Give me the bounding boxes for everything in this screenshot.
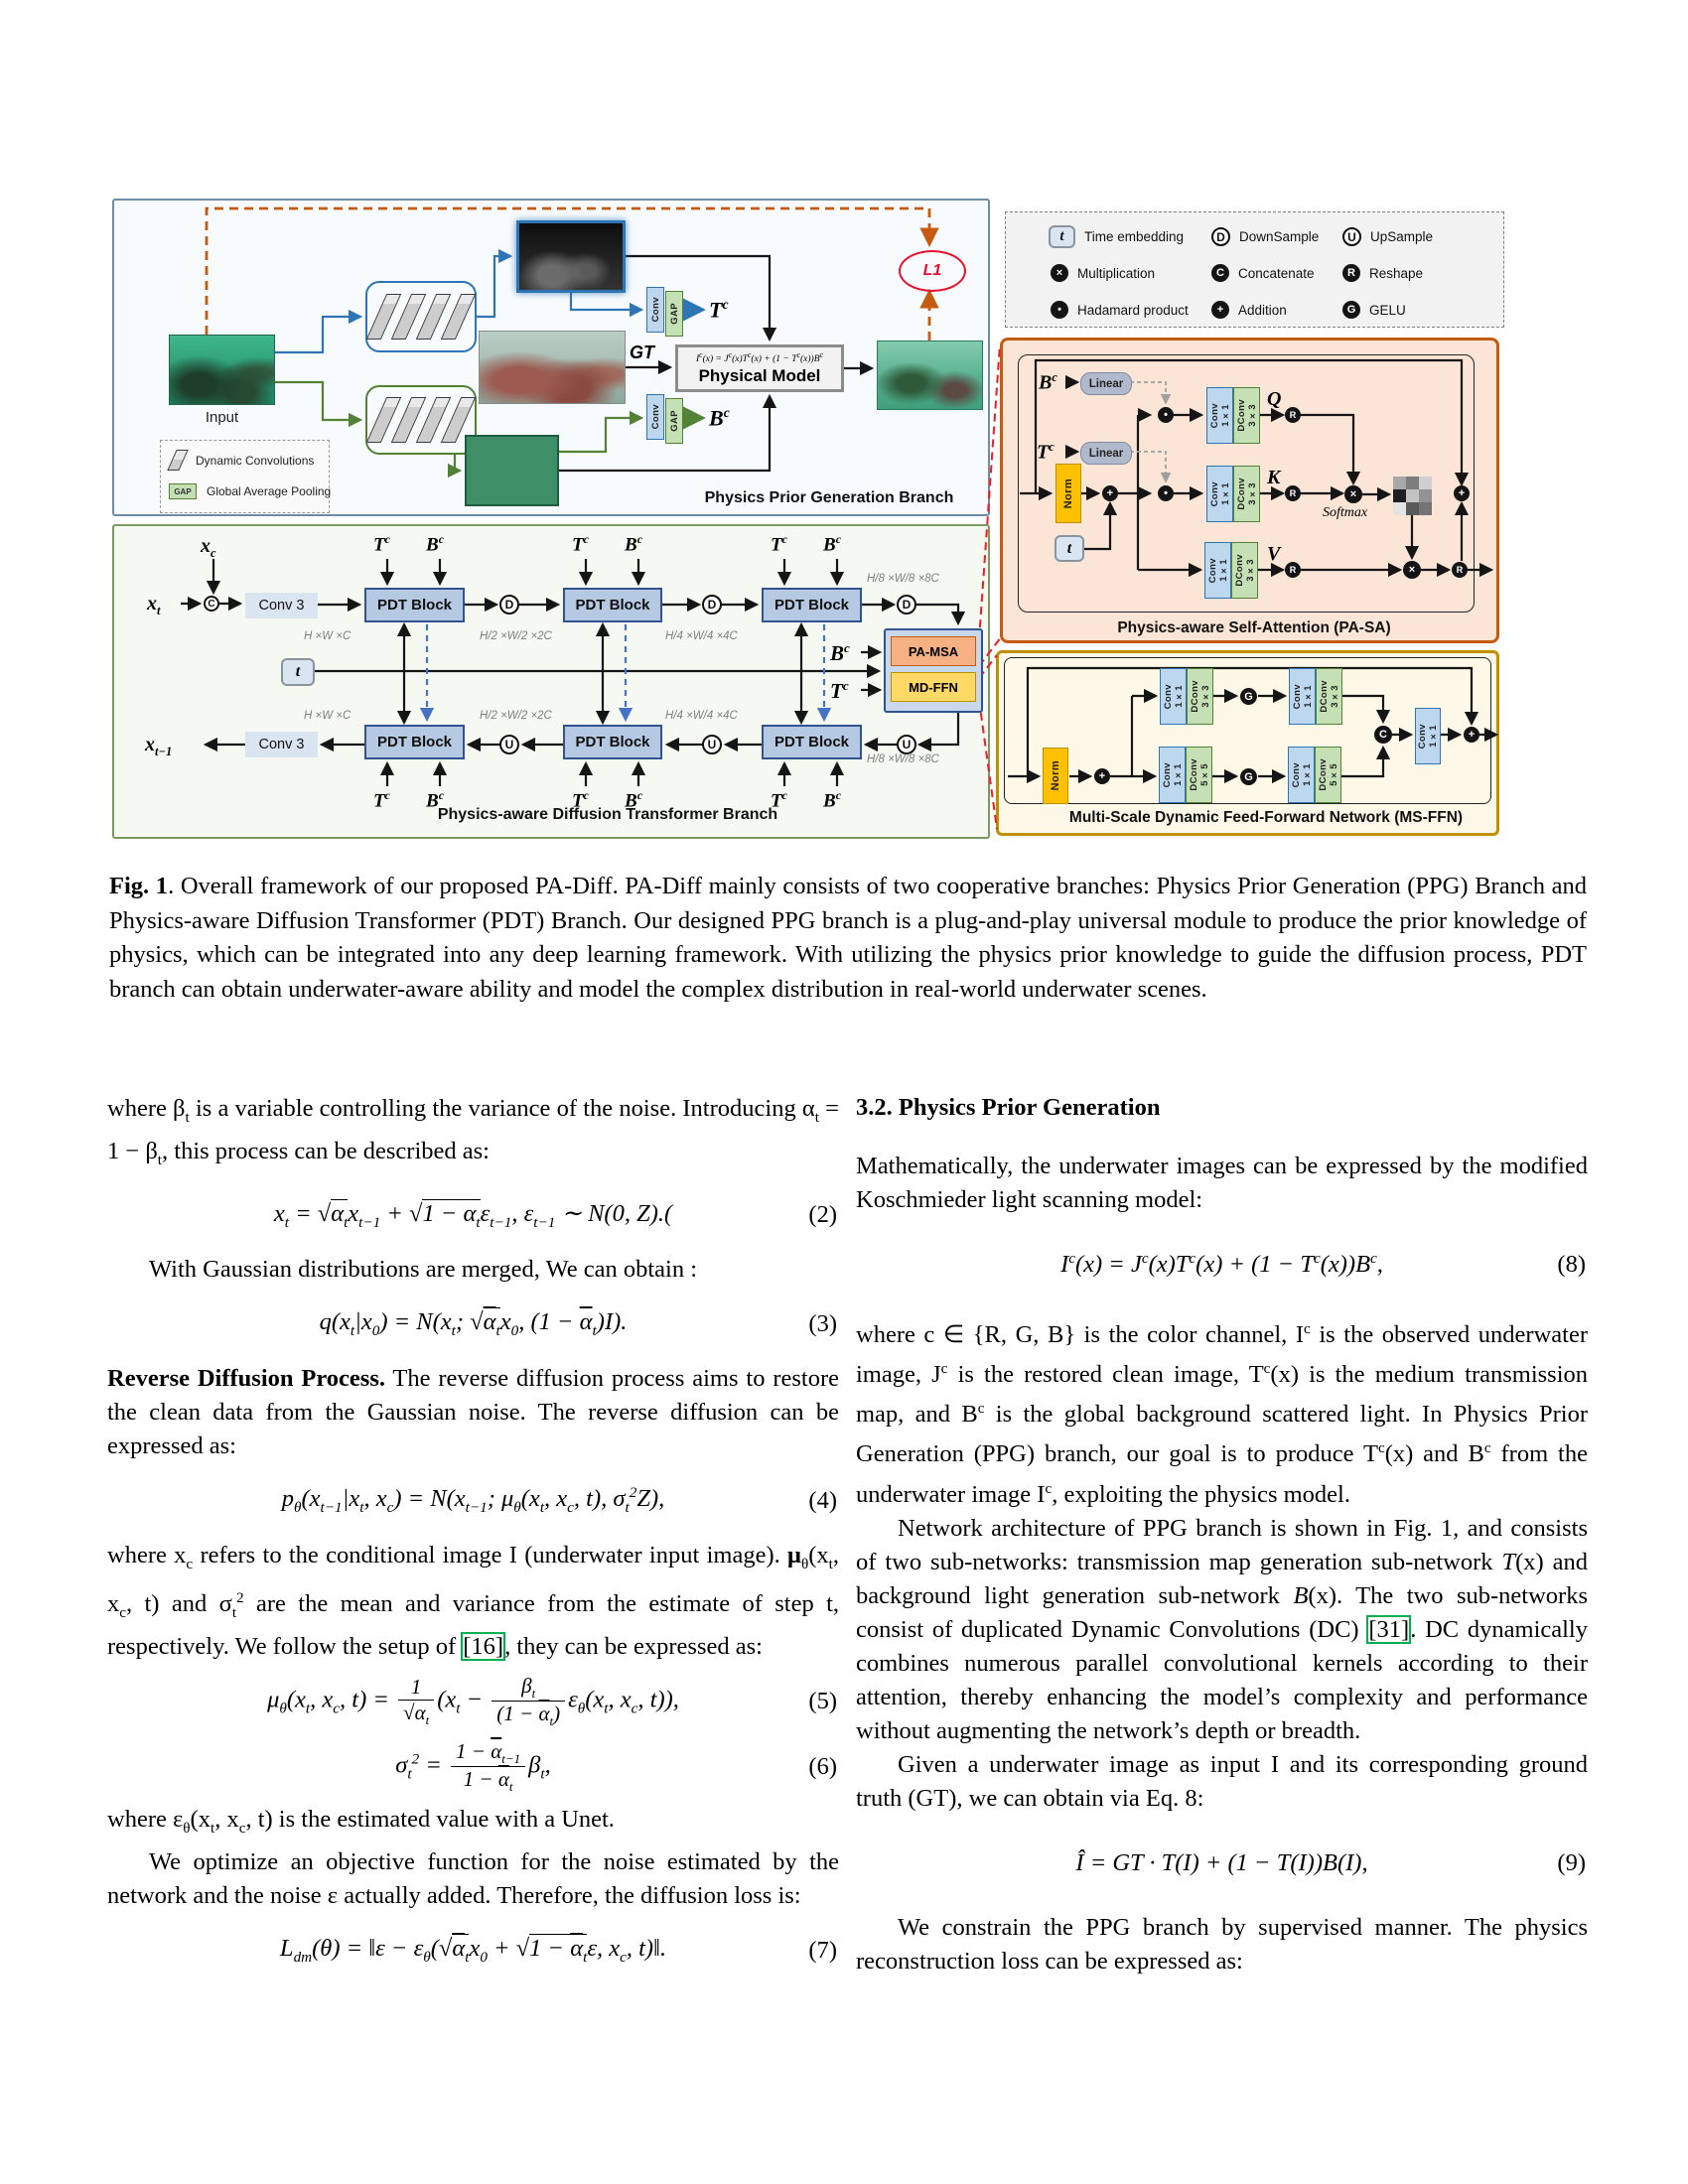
pdt-block-dec-1: [364, 725, 465, 759]
legend-label: Reshape: [1369, 265, 1424, 281]
ppg-legend-gap-item: [169, 483, 331, 499]
time-embed-chip: [1055, 535, 1084, 562]
upsample-glyph: U: [1347, 229, 1356, 244]
pdt-block-label: PDT Block: [575, 597, 650, 614]
dconv-label: DConv: [1317, 758, 1329, 791]
legend-item-concatenate: [1211, 264, 1315, 282]
dc-legend-label: Dynamic Convolutions: [196, 453, 315, 468]
physical-model-box: [675, 344, 844, 392]
conv1x1-box: [1288, 747, 1315, 803]
paragraph: Network architecture of PPG branch is shown in Fig. 1, and consists of two sub-networks: transmission map generation sub-network T(x) and background light generation sub-network B(x). The two sub-networks consist of duplicated Dynamic Convolutions (DC) [31]. DC dynamically combines numerous parallel convolutional kernels according to their attention, thereby enhancing the model’s complexity and performance without augmenting the network’s depth or breadth.: [856, 1514, 1588, 1744]
dconv3x3-box: [1187, 668, 1213, 725]
citation-link[interactable]: [16]: [463, 1632, 504, 1660]
dim-label: H/2 ×W/2 ×2C: [480, 710, 552, 722]
reshape-icon: [1452, 562, 1468, 578]
equation-8: [856, 1241, 1588, 1289]
bc-label: $B^c$: [823, 789, 841, 812]
reshape-glyph: R: [1289, 410, 1297, 420]
physical-model-equation: $I^c(x) = J^c(x)T^c(x) + (1 - T^c(x))B^c$: [695, 350, 824, 365]
equation-number: (8): [1557, 1251, 1586, 1278]
conv3-encoder: [245, 593, 318, 618]
concat-glyph: C: [208, 598, 215, 610]
downsample-glyph: D: [902, 598, 912, 612]
conv-label: Conv: [1208, 480, 1220, 507]
gap-icon: GAP: [169, 483, 197, 499]
equation-body: Î = GT · T(I) + (1 − T(I))B(I),: [1075, 1848, 1368, 1876]
equation-2: [107, 1191, 839, 1239]
bc-label: $B^c$: [625, 789, 642, 812]
gelu-icon: [1342, 301, 1360, 319]
bc-label: $B^c$: [625, 533, 642, 556]
legend-item-addition: [1211, 301, 1287, 319]
conv3-label: Conv 3: [258, 598, 305, 614]
conv1x1-box-v: [1204, 542, 1231, 599]
gt-label: GT: [630, 342, 654, 362]
equation-number: (2): [808, 1200, 837, 1228]
paragraph: where c ∈ {R, G, B} is the color channel, $I^c$ is the observed underwater image, $J^c$ is the restored clean image, $T^c(x)$ is the medium transmission map, and $B^c$ is the global background scattered light. In Physics Prior Generation (PPG) branch, our goal is to produce $T^c(x)$ and $B^c$ from the underwater image $I^c$, exploiting the physics model.: [856, 1320, 1589, 1508]
conv1x1-box: [1289, 668, 1316, 725]
multiply-icon: [1403, 561, 1421, 579]
equation-body: $x_t = √\alpha_tx_{t-1} + √1 - \alpha_t\varepsilon_{t-1}$, $\varepsilon_{t-1}$ ∼ N(0, Z).(: [273, 1199, 673, 1231]
time-embed-glyph: t: [295, 663, 301, 680]
conv-label: Conv: [1417, 723, 1428, 750]
upsample-icon: [702, 735, 722, 754]
legend-item-multiplication: [1051, 264, 1155, 282]
multiply-glyph: ×: [1349, 488, 1357, 500]
dim-label: H/8 ×W/8 ×8C: [867, 573, 939, 585]
concat-icon: [204, 596, 219, 612]
gap-label: GAP: [668, 303, 680, 325]
dim-label: H ×W ×C: [304, 630, 352, 642]
pdt-block-enc-2: [563, 588, 662, 622]
multiply-icon: [1051, 264, 1068, 282]
input-image: [169, 335, 275, 405]
equation-body: $L_{dm}(\theta)$ = ‖ε − $\varepsilon_\theta(√\alpha_tx_0 + √1 - \overline{\alpha}_t\varepsilon$, $x_c$, t)‖.: [279, 1934, 667, 1966]
gelu-glyph: G: [1244, 770, 1253, 783]
multiply-icon: [1344, 485, 1362, 503]
add-glyph: +: [1098, 770, 1106, 782]
attention-cell: [1419, 489, 1432, 502]
dconv3x3-box-k: [1233, 466, 1260, 522]
equation-body: $p_\theta(x_{t-1}|x_t$, $x_c) = N(x_{t-1}$; $\mu_\theta(x_t$, $x_c$, t), $\sigma_t^2Z$),: [281, 1484, 665, 1517]
conv-label: Conv: [649, 404, 661, 430]
time-embed-glyph: t: [1066, 539, 1072, 557]
ground-truth-image: [479, 331, 626, 404]
attention-cell: [1406, 489, 1419, 502]
norm-label: Norm: [1062, 478, 1074, 509]
reshape-icon: [1342, 264, 1360, 282]
pdt-block-label: PDT Block: [376, 597, 452, 614]
output-image: [877, 341, 983, 410]
tc-output-label: $T^c$: [709, 297, 729, 323]
bc-output-label: $B^c$: [709, 405, 730, 431]
concat-icon: [1374, 726, 1392, 744]
input-label: Input: [205, 409, 239, 426]
figure-caption: Fig. 1. Overall framework of our proposed PA-Diff. PA-Diff mainly consists of two cooperative branches: Physics Prior Generation (PPG) Branch and Physics-aware Diffusion Transformer (PDT) Branch. Our designed PPG branch is a plug-and-play universal module to produce the prior knowledge of physics, which can be integrated into any deep learning framework. With utilizing the physics prior knowledge to guide the diffusion process, PDT branch can obtain underwater-aware ability and model the complex distribution in real-world underwater scenes.: [109, 873, 1587, 1003]
legend-label: Addition: [1238, 302, 1287, 318]
conv-size: 1×1: [1302, 685, 1314, 708]
legend-label: DownSample: [1239, 229, 1320, 244]
conv1x1-box: [1160, 668, 1187, 725]
citation-link[interactable]: [31]: [1368, 1615, 1410, 1643]
gelu-icon: [1240, 768, 1257, 785]
gelu-icon: [1240, 688, 1257, 705]
add-glyph: +: [1458, 487, 1466, 499]
time-embed-chip: [281, 658, 315, 686]
equation-number: (3): [808, 1309, 837, 1337]
gelu-glyph: G: [1346, 304, 1356, 316]
hadamard-icon: [1051, 301, 1068, 319]
add-glyph: +: [1468, 729, 1476, 741]
attention-cell: [1393, 489, 1406, 502]
attention-cell: [1419, 477, 1432, 489]
legend-item-hadamard: [1051, 301, 1189, 319]
tc-label: $T^c$: [572, 789, 589, 812]
equation-body: $I^c(x) = J^c(x)T^c(x) + (1 - T^c(x))B^c$,: [1060, 1250, 1383, 1279]
figure-1: [109, 144, 1589, 844]
add-icon: [1102, 485, 1118, 501]
conv-size: 1×1: [1217, 559, 1229, 582]
linear-label: Linear: [1088, 377, 1124, 390]
add-icon: [1211, 301, 1229, 319]
upsample-icon: [499, 735, 519, 754]
gap-chip-tc: [665, 291, 683, 337]
equation-number: (5): [808, 1687, 837, 1714]
conv-size: 1×1: [1219, 482, 1231, 505]
equation-number: (9): [1557, 1848, 1586, 1876]
dconv5x5-box: [1315, 747, 1341, 803]
pdt-block-enc-3: [762, 588, 862, 622]
tc-label: $T^c$: [771, 789, 787, 812]
downsample-icon: [702, 595, 722, 614]
add-glyph: +: [1106, 487, 1114, 499]
dconv-size: 3×3: [1246, 404, 1258, 427]
pdt-block-dec-3: [762, 725, 862, 759]
bc-label: $B^c$: [1039, 370, 1057, 394]
paragraph: where $\beta_t$ is a variable controlling the variance of the noise. Introducing $\alpha_t = 1 - \beta_t$, this process can be described as:: [107, 1095, 839, 1168]
paragraph: We optimize an objective function for the noise estimated by the network and the noise ε actually added. Therefore, the diffusion loss is:: [107, 1847, 839, 1909]
paragraph: where $\varepsilon_\theta(x_t$, $x_c$, t) is the estimated value with a Unet.: [107, 1805, 615, 1837]
hadamard-glyph: •: [1057, 304, 1061, 316]
conv3-label: Conv 3: [258, 737, 305, 752]
conv-size: 1×1: [1428, 725, 1439, 748]
conv1x1-box: [1159, 747, 1186, 803]
transmission-map-image: [516, 220, 626, 293]
dconv-label: DConv: [1235, 478, 1247, 510]
multiply-glyph: ×: [1408, 564, 1416, 576]
conv1x1-box-k: [1206, 466, 1233, 522]
pdt-block-label: PDT Block: [575, 734, 650, 751]
tc-label: $T^c$: [1037, 440, 1055, 464]
md-ffn-box: [891, 672, 976, 702]
paragraph: Reverse Diffusion Process. The reverse diffusion process aims to restore the clean data from the Gaussian noise. The reverse diffusion can be expressed as:: [107, 1364, 839, 1459]
l1-loss: [899, 250, 966, 292]
background-light-map: [465, 435, 559, 506]
paragraph: We constrain the PPG branch by supervised manner. The physics reconstruction loss can be expressed as:: [856, 1913, 1588, 1975]
time-embed-chip: [1049, 225, 1075, 248]
legend-item-reshape: [1342, 264, 1423, 282]
hadamard-glyph: •: [1164, 409, 1168, 421]
attention-cell: [1406, 477, 1419, 489]
right-column: [856, 1092, 1588, 1979]
conv-size: 1×1: [1219, 404, 1231, 427]
legend-label: Concatenate: [1238, 265, 1315, 281]
add-icon: [1464, 727, 1479, 743]
conv-size: 1×1: [1172, 763, 1184, 786]
attention-cell: [1406, 502, 1419, 515]
dconv-label: DConv: [1318, 680, 1330, 713]
conv-label: Conv: [1206, 557, 1218, 584]
dconv-size: 5×5: [1328, 763, 1339, 786]
equation-number: (7): [808, 1936, 837, 1964]
upsample-glyph: U: [902, 738, 912, 751]
dconv-label: DConv: [1233, 554, 1245, 587]
pa-msa-box: [891, 636, 976, 666]
paragraph: Given a underwater image as input I and its corresponding ground truth (GT), we can obtain via Eq. 8:: [856, 1750, 1588, 1812]
q-label: Q: [1267, 388, 1282, 410]
ppg-title: Physics Prior Generation Branch: [704, 489, 954, 506]
tc-label: $T^c$: [373, 789, 390, 812]
bc-label: $B^c$: [823, 533, 841, 556]
gap-legend-label: Global Average Pooling: [207, 484, 332, 498]
legend-label: Hadamard product: [1077, 302, 1189, 318]
xtm1-label: $x_{t-1}$: [145, 734, 173, 758]
dconv5x5-box: [1186, 747, 1212, 803]
dim-label: H/2 ×W/2 ×2C: [480, 630, 552, 642]
reshape-glyph: R: [1289, 565, 1297, 575]
gap-chip-bc: [665, 398, 683, 444]
dconv3x3-box: [1316, 668, 1342, 725]
conv3-decoder: [245, 732, 318, 757]
pdt-block-dec-2: [563, 725, 662, 759]
equation-body: $\mu_\theta(x_t$, $x_c$, t) = $\frac{1}{√\alpha_t}$ ($x_t$ − $\frac{\beta_t}{(1 - \overline{\alpha}_t)}$ $\varepsilon_\theta(x_t$, $x_c$, t)),: [267, 1673, 679, 1729]
dconv-size: 3×3: [1244, 559, 1256, 582]
softmax-label: Softmax: [1323, 505, 1368, 520]
conv-label: Conv: [1162, 683, 1174, 710]
pdt-block-label: PDT Block: [774, 597, 849, 614]
hadamard-glyph: •: [1164, 487, 1168, 499]
xt-label: $x_t$: [147, 593, 161, 617]
equation-5: [107, 1674, 839, 1729]
downsample-icon: [897, 595, 916, 614]
tc-label: $T^c$: [373, 533, 390, 556]
legend-label: UpSample: [1370, 229, 1434, 244]
attention-cell: [1393, 502, 1406, 515]
norm-label: Norm: [1050, 760, 1061, 791]
reshape-glyph: R: [1347, 267, 1355, 279]
section-heading: 3.2. Physics Prior Generation: [856, 1094, 1161, 1121]
equation-3: [107, 1300, 839, 1348]
legend-label: GELU: [1369, 302, 1406, 318]
left-column: [107, 1092, 839, 1988]
conv1x1-box-q: [1206, 387, 1233, 444]
dconv-label: DConv: [1189, 680, 1200, 713]
pa-msa-label: PA-MSA: [908, 643, 959, 659]
attention-cell: [1419, 502, 1432, 515]
dconv-size: 5×5: [1198, 763, 1210, 786]
legend-label: Multiplication: [1077, 265, 1156, 281]
downsample-glyph: D: [707, 598, 717, 612]
upsample-glyph: U: [504, 738, 514, 751]
equation-body: $q(x_t|x_0) = N(x_t$; $√\alpha_tx_0$, $(1 - \overline{\alpha}_t)I$).: [319, 1307, 628, 1339]
add-icon: [1094, 768, 1110, 784]
legend-item-time-embedding: [1049, 225, 1184, 248]
dconv-size: 3×3: [1329, 685, 1340, 708]
md-ffn-label: MD-FFN: [909, 679, 958, 695]
upsample-icon: [897, 735, 916, 754]
dconv3x3-box-q: [1233, 387, 1260, 444]
conv-size: 1×1: [1173, 685, 1185, 708]
v-label: V: [1267, 543, 1281, 565]
norm-box: [1055, 464, 1081, 523]
equation-body: $\sigma_t^2$ = $\frac{1 - \overline{\alpha}_{t-1}}{1 - \overline{\alpha}_t}$ $\beta_t$,: [395, 1738, 551, 1795]
gelu-glyph: G: [1244, 690, 1253, 703]
hadamard-icon: [1158, 407, 1174, 423]
add-icon: [1454, 485, 1470, 501]
concat-glyph: C: [1216, 267, 1224, 279]
conv-label: Conv: [1161, 761, 1173, 788]
equation-6: [107, 1739, 839, 1795]
xc-label: $x_c$: [201, 535, 216, 560]
equation-number: (4): [808, 1486, 837, 1514]
reshape-icon: [1285, 407, 1301, 423]
paragraph: Mathematically, the underwater images can be expressed by the modified Koschmieder light scanning model:: [856, 1153, 1588, 1213]
transmission-dc-stack: [365, 281, 477, 352]
conv-label: Conv: [649, 297, 661, 323]
conv-label: Conv: [1291, 683, 1303, 710]
linear-box-bc: [1080, 372, 1132, 395]
ppg-legend-dc-item: [172, 450, 314, 471]
legend-item-upsample: [1342, 227, 1433, 246]
dim-label: H ×W ×C: [304, 710, 352, 722]
pdt-title: Physics-aware Diffusion Transformer Branch: [437, 806, 778, 823]
conv1x1-box: [1415, 708, 1441, 764]
k-label: K: [1267, 467, 1281, 488]
l1-loss-label: L1: [922, 262, 942, 279]
upsample-glyph: U: [707, 738, 717, 751]
downsample-icon: [1211, 227, 1230, 246]
downsample-icon: [499, 595, 519, 614]
reshape-icon: [1285, 562, 1301, 578]
concat-glyph: C: [1379, 729, 1387, 741]
equation-7: [107, 1927, 839, 1975]
upsample-icon: [1342, 227, 1361, 246]
tc-label: $T^c$: [771, 533, 787, 556]
downsample-glyph: D: [1216, 229, 1225, 244]
legend-item-downsample: [1211, 227, 1319, 246]
gap-label: GAP: [668, 410, 680, 432]
reshape-glyph: R: [1289, 488, 1297, 498]
dim-label: H/4 ×W/4 ×4C: [665, 630, 738, 642]
tc-label: $T^c$: [830, 678, 849, 703]
concat-icon: [1211, 264, 1229, 282]
paragraph: where $x_c$ refers to the conditional image I (underwater input image). $\mu_\theta(x_t$, $x_c$, t) and $\sigma_t^2$ are the mean and variance from the estimate of step t, respectively. We follow the setup of [16], they can be expressed as:: [107, 1541, 840, 1660]
multiply-glyph: ×: [1055, 267, 1063, 279]
pdt-block-enc-1: [364, 588, 465, 622]
tc-label: $T^c$: [572, 533, 589, 556]
dconv3x3-box-v: [1231, 542, 1258, 599]
pdt-block-label: PDT Block: [774, 734, 849, 751]
linear-label: Linear: [1088, 447, 1124, 460]
bc-label: $B^c$: [830, 640, 850, 665]
dconv-size: 3×3: [1199, 685, 1211, 708]
dim-label: H/8 ×W/8 ×8C: [867, 753, 939, 765]
physical-model-label: Physical Model: [698, 365, 821, 385]
dconv-size: 3×3: [1246, 482, 1258, 505]
equation-4: [107, 1477, 839, 1525]
dconv-label: DConv: [1188, 758, 1199, 791]
legend-label: Time embedding: [1084, 229, 1185, 244]
reshape-glyph: R: [1456, 565, 1464, 575]
conv-chip-tc: [646, 287, 664, 333]
bc-label: $B^c$: [426, 789, 444, 812]
msffn-title: Multi-Scale Dynamic Feed-Forward Network (MS-FFN): [1068, 809, 1464, 826]
norm-box: [1043, 748, 1068, 804]
dim-label: H/4 ×W/4 ×4C: [665, 710, 738, 722]
conv-label: Conv: [1208, 402, 1220, 429]
legend-item-gelu: [1342, 301, 1406, 319]
conv-chip-bc: [646, 394, 664, 440]
attention-cell: [1393, 477, 1406, 489]
reshape-icon: [1285, 485, 1301, 501]
add-glyph: +: [1216, 304, 1224, 316]
hadamard-icon: [1158, 485, 1174, 501]
conv-label: Conv: [1290, 761, 1302, 788]
pdt-block-label: PDT Block: [376, 734, 452, 751]
paragraph: With Gaussian distributions are merged, We can obtain :: [149, 1255, 698, 1283]
equation-number: (6): [808, 1752, 837, 1780]
background-dc-stack: [365, 385, 477, 455]
downsample-glyph: D: [504, 598, 514, 612]
equation-9: [856, 1840, 1588, 1887]
conv-size: 1×1: [1301, 763, 1313, 786]
time-embed-glyph: t: [1059, 228, 1064, 244]
dconv-label: DConv: [1235, 399, 1247, 432]
attention-map-grid: [1393, 477, 1432, 515]
pasa-title: Physics-aware Self-Attention (PA-SA): [1117, 619, 1391, 636]
bc-label: $B^c$: [426, 533, 444, 556]
linear-box-tc: [1080, 442, 1132, 465]
